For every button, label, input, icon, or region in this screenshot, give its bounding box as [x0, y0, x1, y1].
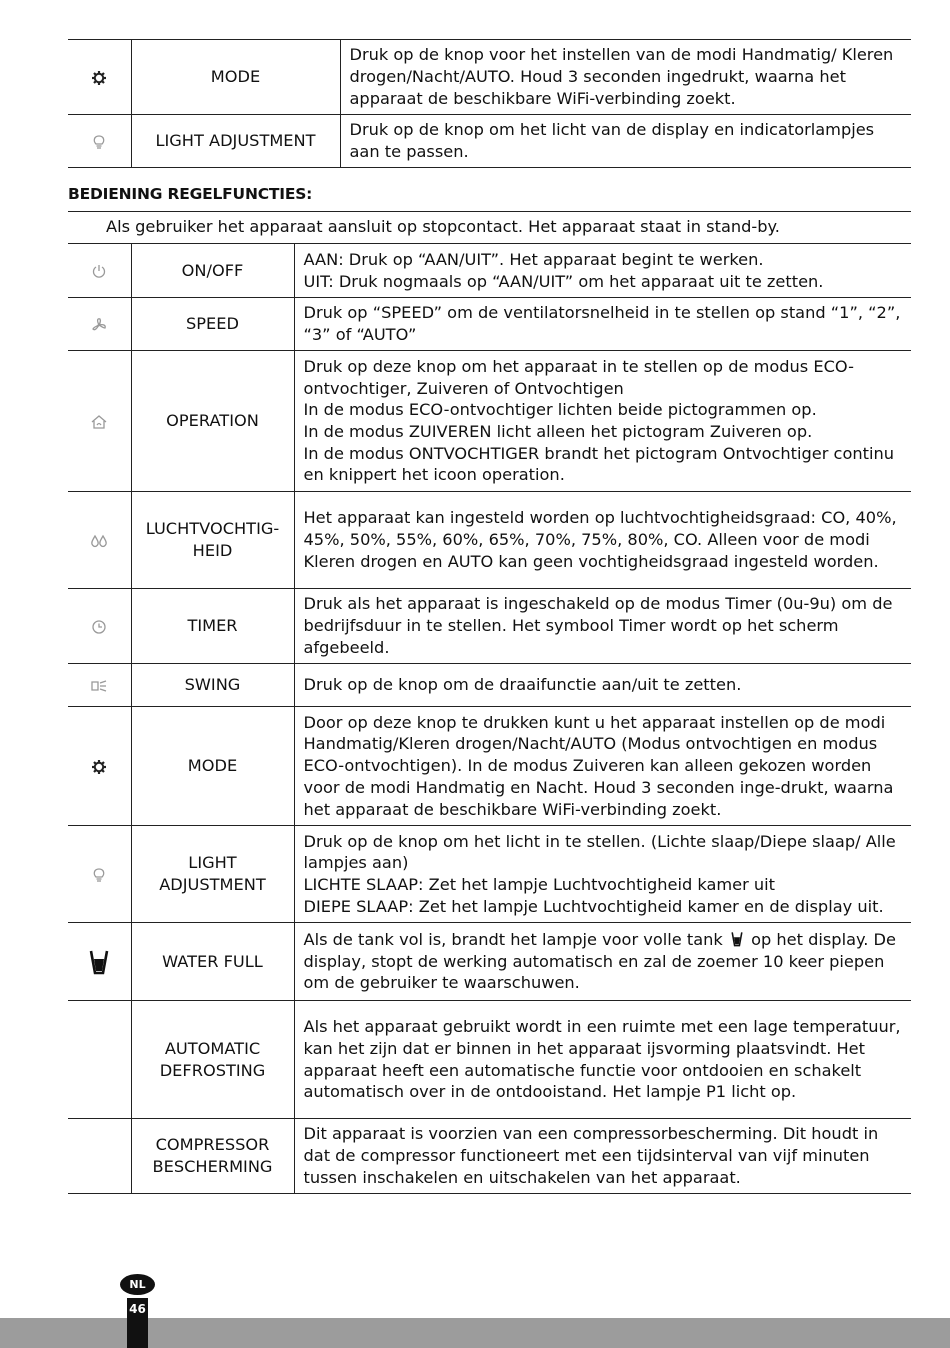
function-description: Het apparaat kan ingesteld worden op luchtvochtigheidsgraad: CO, 40%, 45%, 50%, 55%, 60%, 65%, 70%, 75%, 80%, CO. Alleen voor de modi Kleren drogen en AUTO kan geen vochtigheidsgraad ingesteld worden. [303, 508, 897, 571]
description-part: Als de tank vol is, brandt het lampje voor volle tank [303, 929, 723, 949]
house-icon [90, 414, 108, 430]
tank-icon [89, 949, 109, 975]
tank-icon [731, 931, 743, 947]
table-row [68, 40, 911, 115]
gear-icon [91, 759, 107, 775]
table-row [68, 707, 911, 826]
table-row [68, 589, 911, 664]
description-part: op het display. De display, stopt de werking automatisch en zal de zoemer 10 keer piepen om de gebruiker te waarschuwen. [303, 929, 896, 993]
function-name: COMPRESSOR BESCHERMING [131, 1119, 294, 1194]
function-name: LIGHT ADJUSTMENT [131, 826, 294, 923]
function-description: Druk op “SPEED” om de ventilatorsnelheid in te stellen op stand “1”, “2”, “3” of “AUTO” [303, 303, 901, 344]
function-description [294, 923, 911, 1001]
icon-cell [68, 351, 131, 492]
page-number: 46 [129, 1302, 146, 1316]
function-name: LUCHTVOCHTIG- HEID [131, 492, 294, 589]
icon-cell [68, 115, 131, 168]
icon-cell [68, 1119, 131, 1194]
function-name: ON/OFF [131, 244, 294, 298]
function-name: WATER FULL [131, 923, 294, 1001]
intro-text: Als gebruiker het apparaat aansluit op stopcontact. Het apparaat staat in stand-by. [106, 217, 780, 236]
function-name: MODE [131, 707, 294, 826]
function-description: Druk als het apparaat is ingeschakeld op de modus Timer (0u-9u) om de bedrijfsduur in te stellen. Het symbool Timer wordt op het scherm afgebeeld. [303, 594, 893, 657]
icon-cell [68, 492, 131, 589]
function-description: Druk op de knop om het licht in te stellen. (Lichte slaap/Diepe slaap/ Alle lampjes aan) LICHTE SLAAP: Zet het lampje Luchtvochtigheid kamer uit DIEPE SLAAP: Zet het lampje Luchtvochtigheid kamer en de display uit. [303, 831, 896, 916]
table-row [68, 115, 911, 168]
table-row [68, 664, 911, 707]
icon-cell [68, 1001, 131, 1119]
icon-cell [68, 664, 131, 707]
function-name: SWING [131, 664, 294, 707]
icon-cell [68, 707, 131, 826]
table-row [68, 298, 911, 351]
icon-cell [68, 923, 131, 1001]
table-row [68, 492, 911, 589]
function-description: Druk op de knop om de draaifunctie aan/uit te zetten. [303, 675, 742, 695]
icon-cell [68, 298, 131, 351]
droplets-icon [89, 533, 109, 549]
section-heading: BEDIENING REGELFUNCTIES: [68, 185, 313, 203]
table-row [68, 923, 911, 1001]
function-description: Als het apparaat gebruikt wordt in een ruimte met een lage temperatuur, kan het zijn dat er binnen in het apparaat ijsvorming plaatsvindt. Het apparaat heeft een automatische functie voor ontdooien en schakelt automatisch over in de ontdooistand. Het lampje P1 licht op. [303, 1017, 901, 1102]
bulb-icon [92, 867, 106, 883]
function-description: Dit apparaat is voorzien van een compressorbescherming. Dit houdt in dat de compressor functioneert met een tijdsinterval van vijf minuten tussen inschakelen en uitschakelen van het apparaat. [303, 1124, 879, 1187]
function-name: OPERATION [131, 351, 294, 492]
divider [68, 211, 911, 212]
function-name: LIGHT ADJUSTMENT [131, 115, 340, 168]
function-description: Druk op de knop om het licht van de display en indicatorlampjes aan te passen. [349, 120, 875, 161]
power-icon [91, 263, 107, 279]
gear-icon [91, 70, 107, 86]
function-name: SPEED [131, 298, 294, 351]
swing-icon [90, 678, 108, 694]
function-description: AAN: Druk op “AAN/UIT”. Het apparaat begint te werken. UIT: Druk nogmaals op “AAN/UIT” om het apparaat uit te zetten. [303, 249, 824, 291]
icon-cell [68, 589, 131, 664]
icon-cell [68, 826, 131, 923]
function-description: Door op deze knop te drukken kunt u het apparaat instellen op de modi Handmatig/Kleren drogen/Nacht/AUTO (Modus ontvochtigen en modus ECO-ontvochtigen). In de modus Zuiveren kan alleen gekozen worden voor de modi Handmatig en Nacht. Houd 3 seconden inge-drukt, waarna het apparaat de beschikbare WiFi-verbinding zoekt. [303, 712, 894, 819]
function-description: Druk op de knop voor het instellen van de modi Handmatig/ Kleren drogen/Nacht/AUTO. Houd 3 seconden ingedrukt, waarna het apparaat de beschikbare WiFi-verbinding zoekt. [349, 45, 894, 108]
table-row [68, 351, 911, 492]
icon-cell [68, 244, 131, 298]
table-row [68, 244, 911, 298]
function-description: Druk op deze knop om het apparaat in te stellen op de modus ECO-ontvochtiger, Zuiveren of Ontvochtigen In de modus ECO-ontvochtiger lichten beide pictogrammen op. In de modus ZUIVEREN licht alleen het pictogram Zuiveren op. In de modus ONTVOCHTIGER brandt het pictogram Ontvochtiger continu en knippert het icoon operation. [303, 356, 894, 485]
function-name: AUTOMATIC DEFROSTING [131, 1001, 294, 1119]
fan-icon [91, 317, 107, 333]
language-badge: NL [120, 1274, 155, 1295]
table-row [68, 826, 911, 923]
clock-icon [91, 619, 107, 635]
table-row [68, 1119, 911, 1194]
control-function-table [68, 243, 911, 1194]
table-row [68, 1001, 911, 1119]
function-name: TIMER [131, 589, 294, 664]
top-function-table [68, 39, 911, 168]
bulb-icon [92, 134, 106, 150]
icon-cell [68, 40, 131, 115]
function-name: MODE [131, 40, 340, 115]
